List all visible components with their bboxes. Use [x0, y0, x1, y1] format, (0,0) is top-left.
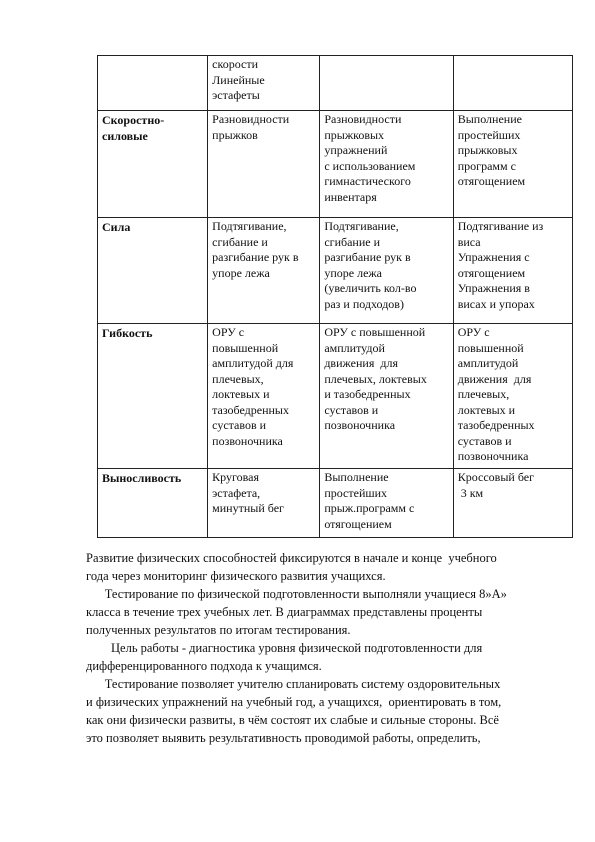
method-cell-3 [453, 469, 572, 538]
cell-line: тазобедренных [212, 402, 289, 417]
cell-line: суставов и [324, 402, 379, 417]
cell-line: повышенной [212, 340, 279, 355]
cell-line: висах и упорах [457, 296, 535, 311]
cell-line: программ с [457, 158, 516, 173]
cell-line: эстафеты [212, 88, 260, 102]
cell-line: простейших [457, 127, 521, 142]
method-cell-2 [320, 324, 453, 469]
cell-line: тазобедренных [457, 418, 535, 432]
cell-line: и тазобедренных [324, 387, 411, 401]
cell-line: (увеличить кол-во [324, 281, 417, 295]
cell-line: отягощением [324, 516, 392, 531]
cell-line: Линейные [212, 72, 265, 87]
cell-line: Сила [102, 220, 131, 234]
method-cell-2 [320, 111, 453, 218]
cell-line: Круговая [212, 470, 259, 484]
cell-line: плечевых, локтевых [324, 371, 427, 386]
cell-line: суставов и [457, 433, 512, 448]
cell-line: движения для [324, 356, 398, 370]
cell-line: прыжковых [457, 143, 518, 157]
table-row [98, 56, 573, 111]
cell-line: амплитудой [324, 340, 385, 355]
method-cell-3 [453, 324, 572, 469]
cell-line: Упражнения в [457, 281, 530, 295]
cell-line: локтевых и [212, 387, 270, 401]
cell-line: силовые [102, 128, 148, 143]
table-row [98, 218, 573, 324]
cell-line: скорости [212, 57, 258, 71]
cell-line: движения для [457, 371, 532, 386]
cell-line: Выносливость [102, 471, 182, 485]
cell-line: прыжков [212, 127, 258, 142]
method-cell-3 [453, 218, 572, 324]
cell-line: отягощением [457, 265, 526, 280]
method-cell-1 [208, 111, 320, 218]
cell-line: простейших [324, 485, 388, 500]
cell-line: минутный бег [212, 501, 284, 515]
cell-line: эстафета, [212, 485, 261, 500]
cell-line: прыжковых [324, 127, 385, 142]
cell-line: Упражнения с [457, 250, 530, 264]
text-line: это позволяет выявить результативность проводимой работы, определить, [86, 731, 481, 745]
cell-line: ОРУ с [212, 325, 245, 339]
cell-line: плечевых, [457, 387, 510, 401]
cell-line: гимнастического [324, 174, 411, 188]
cell-line: разгибание рук в [212, 250, 299, 264]
quality-cell [98, 218, 208, 324]
cell-line: прыж.программ с [324, 501, 415, 515]
method-cell-2 [320, 469, 453, 538]
cell-line: Разновидности [212, 112, 290, 126]
cell-line: Подтягивание, [212, 219, 287, 233]
cell-line: Кроссовый бег [457, 470, 535, 484]
cell-line: ОРУ с повышенной [324, 325, 426, 339]
cell-line: разгибание рук в [324, 250, 411, 264]
body-text [86, 549, 556, 747]
cell-line: амплитудой [457, 356, 519, 370]
cell-line: повышенной [457, 340, 524, 355]
cell-line: Гибкость [102, 326, 153, 340]
quality-cell [98, 469, 208, 538]
cell-line: упоре лежа [212, 265, 270, 280]
table-row [98, 469, 573, 538]
text-line: и физических упражнений на учебный год, а учащихся, ориентировать в том, [86, 695, 502, 709]
method-cell-2 [320, 218, 453, 324]
quality-cell [98, 324, 208, 469]
text-line: Тестирование по физической подготовленности выполняли учащиеся 8»А» [86, 587, 507, 601]
method-cell-1 [208, 56, 320, 111]
cell-line: 3 км [457, 485, 484, 500]
cell-line: Выполнение [457, 112, 522, 126]
method-cell-3 [453, 56, 572, 111]
cell-line: Подтягивание, [324, 219, 399, 233]
cell-line: упоре лежа [324, 265, 383, 280]
cell-line: раз и подходов) [324, 296, 404, 311]
method-cell-1 [208, 469, 320, 538]
cell-line: амплитудой для [212, 356, 294, 370]
method-cell-3 [453, 111, 572, 218]
text-line: как они физически развиты, в чём состоят их слабые и сильные стороны. Всё [86, 713, 499, 727]
cell-line: Разновидности [324, 112, 402, 126]
cell-line: позвоночника [324, 418, 396, 432]
text-line: Цель работы - диагностика уровня физической подготовленности для [86, 641, 483, 655]
cell-line: упражнений [324, 143, 388, 157]
cell-line: локтевых и [457, 402, 516, 417]
cell-line: с использованием [324, 158, 416, 173]
cell-line: Выполнение [324, 470, 389, 484]
text-line: Развитие физических способностей фиксируются в начале и конце учебного [86, 551, 497, 565]
cell-line: позвоночника [457, 449, 529, 463]
quality-cell [98, 111, 208, 218]
cell-line: сгибание и [324, 234, 381, 249]
text-line: дифференцированного подхода к учащимся. [86, 659, 322, 673]
method-cell-1 [208, 218, 320, 324]
training-table [97, 55, 573, 538]
cell-line: Подтягивание из [457, 219, 544, 233]
cell-line: отягощением [457, 174, 526, 188]
text-line: года через мониторинг физического развития учащихся. [86, 569, 386, 583]
cell-line: суставов и [212, 418, 267, 432]
text-line: класса в течение трех учебных лет. В диаграммах представлены проценты [86, 605, 483, 619]
quality-cell [98, 56, 208, 111]
cell-line: ОРУ с [457, 325, 490, 339]
text-line: Тестирование позволяет учителю спланировать систему оздоровительных [86, 677, 501, 691]
cell-line: позвоночника [212, 433, 283, 448]
cell-line: сгибание и [212, 234, 268, 249]
method-cell-2 [320, 56, 453, 111]
method-cell-1 [208, 324, 320, 469]
cell-line: плечевых, [212, 371, 264, 386]
cell-line: инвентаря [324, 189, 377, 204]
cell-line: виса [457, 234, 481, 249]
table-row [98, 324, 573, 469]
table-row [98, 111, 573, 218]
cell-line: Скоростно- [102, 113, 165, 127]
text-line: полученных результатов по итогам тестирования. [86, 623, 351, 637]
